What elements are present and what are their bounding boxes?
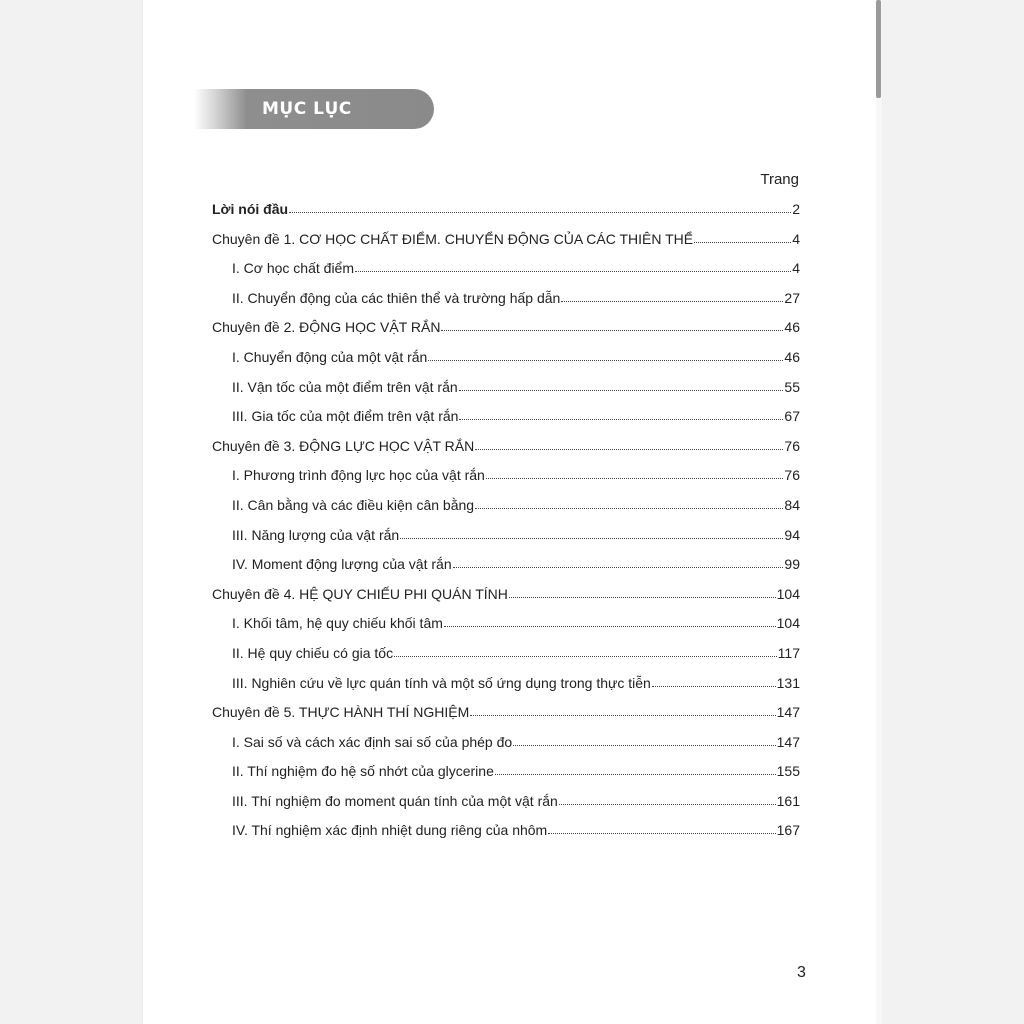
toc-entry-label: Chuyên đề 2. ĐỘNG HỌC VẬT RẮN <box>212 319 441 336</box>
toc-entry-page: 84 <box>784 496 800 513</box>
dot-leader <box>400 526 783 539</box>
toc-entry-page: 155 <box>776 763 800 780</box>
toc-entry[interactable] <box>212 432 800 462</box>
toc-entry-page: 161 <box>776 792 800 809</box>
dot-leader <box>289 200 791 213</box>
toc-entry-label: II. Cân bằng và các điều kiện cân bằng <box>232 496 475 513</box>
toc-entry[interactable] <box>212 402 800 432</box>
toc-entry[interactable] <box>212 225 800 255</box>
toc-entry-label: III. Thí nghiệm đo moment quán tính của một vật rắn <box>232 792 558 809</box>
toc-entry[interactable] <box>212 373 800 403</box>
toc-entry[interactable] <box>212 313 800 343</box>
toc-entry-label: Chuyên đề 1. CƠ HỌC CHẤT ĐIỂM. CHUYỂN ĐỘNG CỦA CÁC THIÊN THỂ <box>212 230 694 247</box>
dot-leader <box>486 466 784 479</box>
toc-entry-page: 99 <box>784 556 800 573</box>
toc-entry[interactable] <box>212 757 800 787</box>
toc-entry-label: I. Chuyển động của một vật rắn <box>232 348 428 365</box>
toc-entry[interactable] <box>212 195 800 225</box>
toc-entry-label: II. Hệ quy chiếu có gia tốc <box>232 644 394 661</box>
toc-entry-label: I. Cơ học chất điểm <box>232 260 355 277</box>
toc-entry-label: III. Nghiên cứu về lực quán tính và một số ứng dụng trong thực tiễn <box>232 674 651 691</box>
page-title: MỤC LỤC <box>262 99 352 119</box>
toc-entry-label: I. Khối tâm, hệ quy chiếu khối tâm <box>232 615 443 632</box>
toc-entry[interactable] <box>212 609 800 639</box>
toc-entry[interactable] <box>212 787 800 817</box>
toc-entry-label: III. Năng lượng của vật rắn <box>232 526 400 543</box>
toc-entry-label: I. Sai số và cách xác định sai số của phép đo <box>232 733 513 750</box>
toc-entry-label: II. Thí nghiệm đo hệ số nhớt của glycerine <box>232 763 494 780</box>
toc-entry[interactable] <box>212 461 800 491</box>
toc-entry-page: 76 <box>784 467 800 484</box>
toc-entry-page: 131 <box>776 674 800 691</box>
toc-entry-page: 94 <box>784 526 800 543</box>
toc-entry-page: 104 <box>776 615 800 632</box>
dot-leader <box>441 318 783 331</box>
toc-entry[interactable] <box>212 816 800 846</box>
dot-leader <box>495 762 776 775</box>
dot-leader <box>444 614 776 627</box>
toc-entry-label: III. Gia tốc của một điểm trên vật rắn <box>232 408 459 425</box>
dot-leader <box>355 259 791 272</box>
toc-entry[interactable] <box>212 669 800 699</box>
dot-leader <box>652 674 776 687</box>
toc-entry[interactable] <box>212 698 800 728</box>
toc-entry-label: II. Vận tốc của một điểm trên vật rắn <box>232 378 458 395</box>
toc-entry[interactable] <box>212 521 800 551</box>
toc-entry-page: 55 <box>784 378 800 395</box>
toc-entry[interactable] <box>212 491 800 521</box>
toc-entry-page: 147 <box>776 704 800 721</box>
toc-entry-label: Chuyên đề 4. HỆ QUY CHIẾU PHI QUÁN TÍNH <box>212 585 508 602</box>
toc-entry-page: 117 <box>777 644 800 661</box>
toc-entry-page: 104 <box>776 585 800 602</box>
page-column-label: Trang <box>760 171 799 188</box>
toc-entry-page: 46 <box>784 348 800 365</box>
toc-entry-page: 27 <box>784 289 800 306</box>
dot-leader <box>559 792 776 805</box>
dot-leader <box>548 821 775 834</box>
dot-leader <box>475 437 783 450</box>
toc-entry-page: 4 <box>792 230 800 247</box>
dot-leader <box>394 644 777 657</box>
dot-leader <box>561 289 783 302</box>
toc-entry[interactable] <box>212 639 800 669</box>
toc-entry-label: Lời nói đầu <box>212 201 289 217</box>
toc-entry-page: 67 <box>784 408 800 425</box>
toc-entry[interactable] <box>212 580 800 610</box>
dot-leader <box>470 703 775 716</box>
toc-entry[interactable] <box>212 284 800 314</box>
dot-leader <box>453 555 784 568</box>
page-number: 3 <box>797 964 806 981</box>
dot-leader <box>428 348 783 361</box>
toc-entry-page: 167 <box>776 822 800 839</box>
toc-entry[interactable] <box>212 550 800 580</box>
toc-entry-page: 147 <box>776 733 800 750</box>
toc-entry-label: Chuyên đề 3. ĐỘNG LỰC HỌC VẬT RẮN <box>212 437 475 454</box>
toc-entry-page: 76 <box>784 437 800 454</box>
dot-leader <box>513 733 775 746</box>
dot-leader <box>459 407 783 420</box>
toc-entry-label: II. Chuyển động của các thiên thể và trường hấp dẫn <box>232 289 561 306</box>
toc-entry-label: Chuyên đề 5. THỰC HÀNH THÍ NGHIỆM <box>212 704 470 721</box>
table-of-contents <box>212 195 800 846</box>
scrollbar-track[interactable] <box>876 0 882 1024</box>
dot-leader <box>459 378 784 391</box>
toc-entry[interactable] <box>212 254 800 284</box>
toc-entry[interactable] <box>212 343 800 373</box>
toc-entry-label: I. Phương trình động lực học của vật rắn <box>232 467 485 484</box>
scrollbar-thumb[interactable] <box>876 0 881 98</box>
toc-entry-page: 4 <box>792 260 800 277</box>
dot-leader <box>475 496 783 509</box>
toc-entry-label: IV. Moment động lượng của vật rắn <box>232 556 452 573</box>
toc-entry-label: IV. Thí nghiệm xác định nhiệt dung riêng của nhôm <box>232 822 548 839</box>
toc-entry-page: 46 <box>784 319 800 336</box>
dot-leader <box>509 585 776 598</box>
toc-entry-page: 2 <box>792 201 800 217</box>
toc-entry[interactable] <box>212 728 800 758</box>
dot-leader <box>694 230 791 243</box>
